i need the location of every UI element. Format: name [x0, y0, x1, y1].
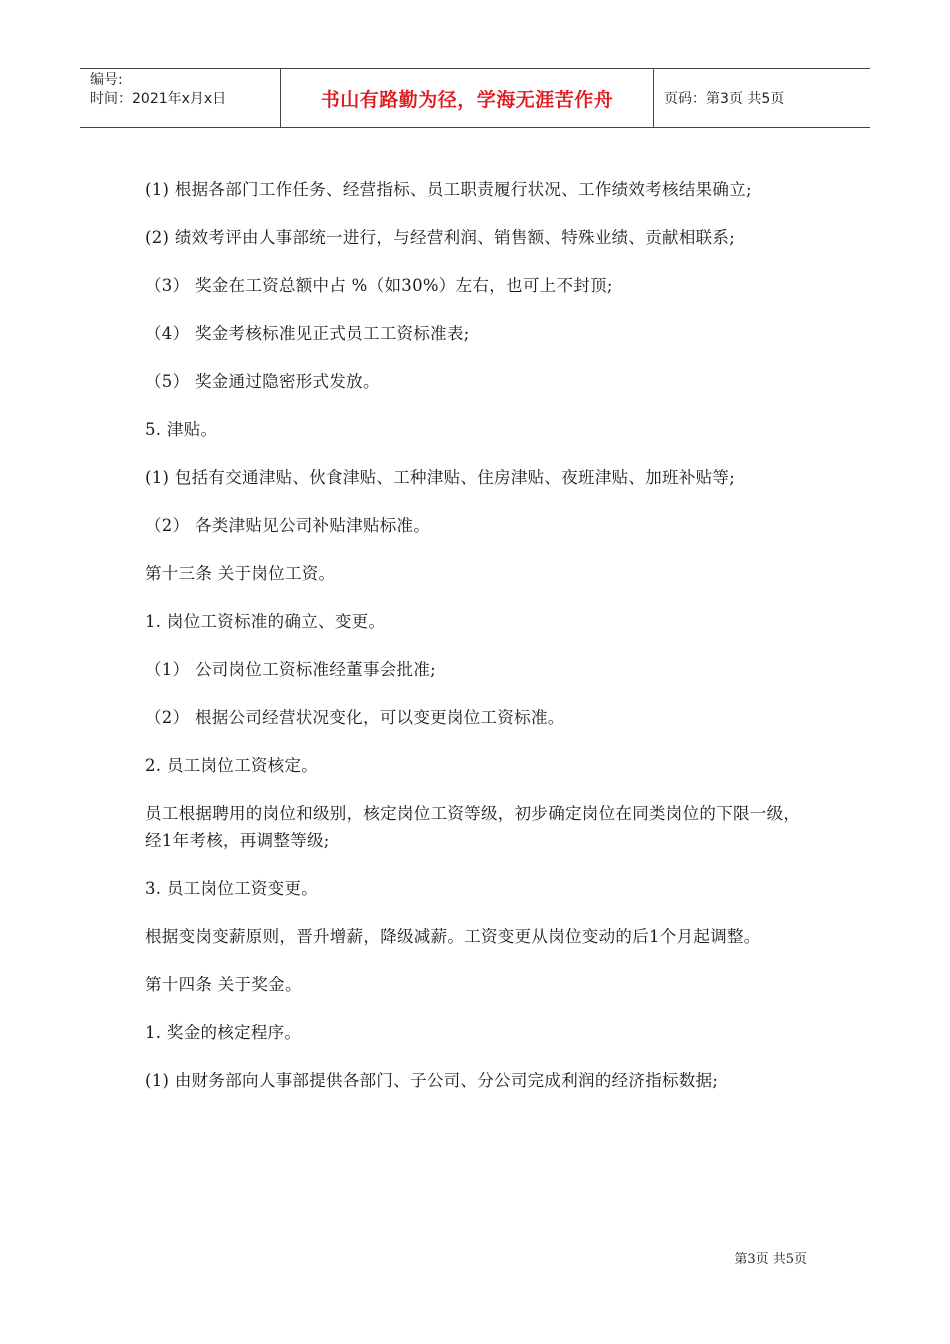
paragraph: (2) 绩效考评由人事部统一进行，与经营利润、销售额、特殊业绩、贡献相联系;	[145, 228, 736, 247]
paragraph: （4） 奖金考核标准见正式员工工资标准表;	[145, 324, 470, 343]
section-heading: 3. 员工岗位工资变更。	[145, 879, 319, 898]
article-heading: 第十四条 关于奖金。	[145, 975, 302, 994]
header-motto: 书山有路勤为径，学海无涯苦作舟	[281, 69, 654, 127]
paragraph: （3） 奖金在工资总额中占 %（如30%）左右，也可上不封顶;	[145, 276, 613, 295]
document-body	[145, 176, 813, 1115]
paragraph: (1) 由财务部向人事部提供各部门、子公司、分公司完成利润的经济指标数据;	[145, 1071, 719, 1090]
paragraph: （2） 根据公司经营状况变化，可以变更岗位工资标准。	[145, 708, 565, 727]
page-footer: 第3页 共5页	[734, 1252, 807, 1267]
section-heading: 1. 岗位工资标准的确立、变更。	[145, 612, 386, 631]
paragraph: (1) 包括有交通津贴、伙食津贴、工种津贴、住房津贴、夜班津贴、加班补贴等;	[145, 468, 736, 487]
page-header	[80, 68, 870, 128]
paragraph: 根据变岗变薪原则，晋升增薪，降级减薪。工资变更从岗位变动的后1个月起调整。	[145, 927, 761, 946]
paragraph: （2） 各类津贴见公司补贴津贴标准。	[145, 516, 431, 535]
document-number-label: 编号:	[90, 72, 123, 88]
document-date: 时间：2021年x月x日	[90, 91, 227, 107]
article-heading: 第十三条 关于岗位工资。	[145, 564, 336, 583]
section-heading: 2. 员工岗位工资核定。	[145, 756, 319, 775]
paragraph: （5） 奖金通过隐密形式发放。	[145, 372, 380, 391]
header-meta	[80, 69, 281, 127]
section-heading: 5. 津贴。	[145, 420, 218, 439]
section-heading: 1. 奖金的核定程序。	[145, 1023, 302, 1042]
paragraph: （1） 公司岗位工资标准经董事会批准;	[145, 660, 437, 679]
paragraph: 员工根据聘用的岗位和级别，核定岗位工资等级，初步确定岗位在同类岗位的下限一级，经1年考核，再调整等级;	[145, 804, 801, 850]
header-page-info: 页码：第3页 共5页	[664, 91, 785, 107]
paragraph: (1) 根据各部门工作任务、经营指标、员工职责履行状况、工作绩效考核结果确立;	[145, 180, 752, 199]
